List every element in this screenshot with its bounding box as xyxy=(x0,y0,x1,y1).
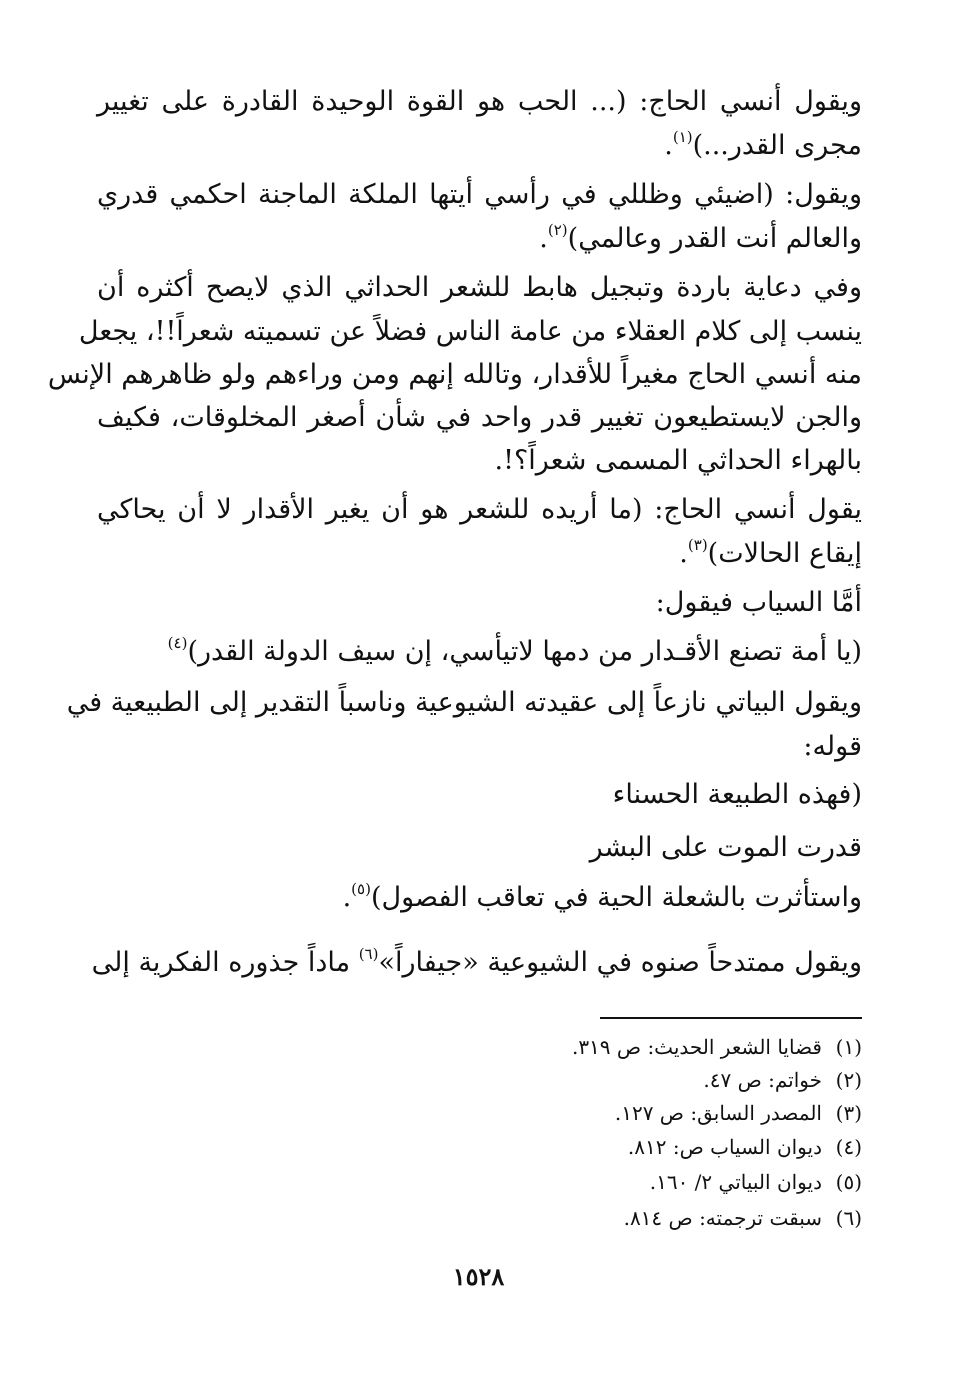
footnote-ref: (٥) xyxy=(351,880,371,898)
body-line: ويقول البياتي نازعاً إلى عقيدته الشيوعية وناسباً التقدير إلى الطبيعية في xyxy=(66,687,862,718)
poem-line: (فهذه الطبيعة الحسناء xyxy=(612,779,862,810)
body-line: والجن لايستطيعون تغيير قدر واحد في شأن أصغر المخلوقات، فكيف xyxy=(97,402,862,433)
footnote-number: (٤) xyxy=(835,1135,862,1159)
footnote-text: المصدر السابق: ص ١٢٧. xyxy=(614,1101,822,1125)
body-line: ويقول: (اضيئي وظللي في رأسي أيتها الملكة الماجنة احكمي قدري xyxy=(97,179,862,210)
footnote-number: (٦) xyxy=(835,1206,862,1230)
footnote-ref: (٣) xyxy=(687,536,708,554)
footnote xyxy=(628,1133,862,1161)
footnote-ref: (٢) xyxy=(547,221,568,239)
body-line: قوله: xyxy=(803,731,862,762)
poem-line: قدرت الموت على البشر xyxy=(589,832,862,863)
footnote-number: (٥) xyxy=(835,1170,862,1194)
body-line: بالهراء الحداثي المسمى شعراً؟!. xyxy=(494,445,862,476)
poem-line: واستأثرت بالشعلة الحية في تعاقب الفصول)$^{(٥)}$. xyxy=(342,880,862,913)
footnote xyxy=(572,1033,862,1061)
body-line: والعالم أنت القدر وعالمي)$^{(٢)}$. xyxy=(539,221,862,254)
footnote xyxy=(624,1204,862,1232)
body-line: يقول أنسي الحاج: (ما أريده للشعر هو أن يغير الأقدار لا أن يحاكي xyxy=(97,494,862,525)
footnote-text: خواتم: ص ٤٧. xyxy=(703,1068,822,1092)
body-line: منه أنسي الحاج مغيراً للأقدار، وتالله إنهم ومن وراءهم ولو ظاهرهم الإنس xyxy=(47,359,862,390)
footnote-ref: (٤) xyxy=(167,634,188,652)
poem-line: (يا أمة تصنع الأقـدار من دمها لاتيأسي، إن سيف الدولة القدر)$^{(٤)}$ xyxy=(167,634,862,667)
footnote xyxy=(703,1066,862,1094)
footnote-text: ديوان السياب ص: ٨١٢. xyxy=(627,1135,822,1159)
footnote-text: قضايا الشعر الحديث: ص ٣١٩. xyxy=(571,1035,822,1059)
footnote-ref: (٦) xyxy=(358,945,379,963)
body-line: مجرى القدر...)$^{(١)}$. xyxy=(664,128,862,161)
body-line: ويقول أنسي الحاج: (... الحب هو القوة الوحيدة القادرة على تغيير xyxy=(97,86,862,117)
footnote-number: (٢) xyxy=(835,1068,862,1092)
body-line: وفي دعاية باردة وتبجيل هابط للشعر الحداثي الذي لايصح أكثره أن xyxy=(97,272,862,303)
footnote-number: (٣) xyxy=(835,1101,862,1125)
body-line: أمَّا السياب فيقول: xyxy=(655,587,862,618)
page-number: ١٥٢٨ xyxy=(452,1262,505,1291)
body-line: ينسب إلى كلام العقلاء من عامة الناس فضلاً عن تسميته شعراً!!، يجعل xyxy=(78,316,862,347)
body-line: إيقاع الحالات)$^{(٣)}$. xyxy=(679,536,862,569)
footnote-ref: (١) xyxy=(672,128,693,146)
footnote-text: سبقت ترجمته: ص ٨١٤. xyxy=(623,1206,822,1230)
footnote-number: (١) xyxy=(835,1035,862,1059)
body-line: ويقول ممتدحاً صنوه في الشيوعية «جيفاراً»$^{(٦)}$ ماداً جذوره الفكرية إلى xyxy=(91,945,862,978)
footnote xyxy=(615,1099,862,1127)
footnote-separator xyxy=(600,1017,862,1019)
footnote xyxy=(650,1168,862,1196)
footnote-text: ديوان البياتي ٢/ ١٦٠. xyxy=(649,1170,822,1194)
